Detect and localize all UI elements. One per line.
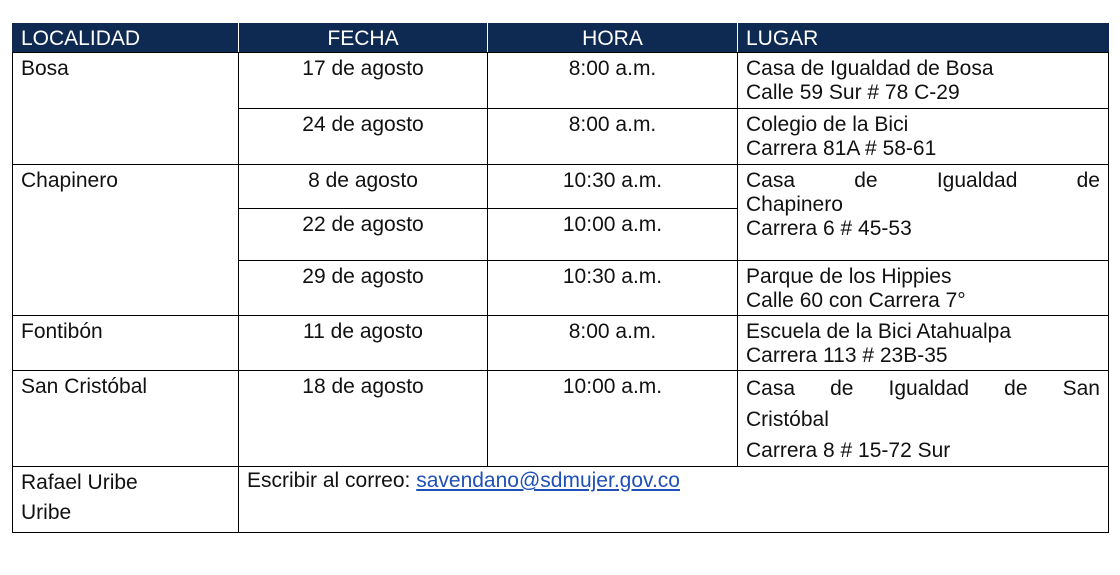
table-row	[13, 371, 1109, 467]
fecha-text: 17 de agosto	[302, 57, 424, 80]
localidad-cell	[13, 316, 239, 371]
header-row	[13, 23, 1109, 53]
localidad-rafael-line1: Rafael Uribe	[21, 471, 138, 494]
lugar-cell	[738, 316, 1109, 371]
contact-note: Escribir al correo:	[247, 469, 417, 492]
lugar-address: Carrera 8 # 15-72 Sur	[746, 439, 951, 462]
localidad-fontibon: Fontibón	[21, 320, 103, 343]
fecha-cell	[239, 316, 488, 371]
fecha-text: 24 de agosto	[302, 113, 424, 136]
table-row	[13, 165, 1109, 209]
lugar-line-text: Casa de Igualdad de	[746, 169, 1100, 192]
lugar-cell	[738, 109, 1109, 165]
localidad-cell	[13, 467, 239, 533]
localidad-chapinero: Chapinero	[21, 169, 118, 192]
email-link[interactable]: savendano@sdmujer.gov.co	[416, 469, 680, 492]
fecha-cell	[239, 165, 488, 209]
localidad-cell	[13, 53, 239, 165]
fecha-text: 8 de agosto	[308, 169, 418, 192]
localidad-san-cristobal: San Cristóbal	[21, 375, 148, 398]
header-fecha: FECHA	[239, 23, 488, 53]
hora-text: 8:00 a.m.	[568, 113, 657, 136]
hora-cell	[488, 316, 738, 371]
contact-cell	[239, 467, 1109, 533]
lugar-line	[746, 169, 1100, 193]
lugar-line-text: Casa de Igualdad de San	[746, 377, 1100, 400]
table-row	[13, 467, 1109, 533]
table-row	[13, 53, 1109, 109]
lugar-address: Calle 59 Sur # 78 C-29	[746, 81, 960, 104]
fecha-cell	[239, 261, 488, 316]
fecha-text: 22 de agosto	[302, 213, 424, 236]
hora-text: 8:00 a.m.	[568, 57, 657, 80]
lugar-line: Cristóbal	[746, 408, 829, 431]
hora-cell	[488, 261, 738, 316]
hora-text: 10:30 a.m.	[562, 169, 663, 192]
fecha-text: 11 de agosto	[303, 320, 423, 343]
fecha-text: 29 de agosto	[302, 265, 424, 288]
header-lugar: LUGAR	[738, 23, 1109, 53]
lugar-address: Carrera 6 # 45-53	[746, 217, 912, 240]
fecha-text: 18 de agosto	[302, 375, 424, 398]
fecha-cell	[239, 209, 488, 261]
table-row	[13, 316, 1109, 371]
lugar-line: Escuela de la Bici Atahualpa	[746, 320, 1012, 343]
lugar-address: Carrera 113 # 23B-35	[746, 344, 948, 367]
hora-text: 10:30 a.m.	[562, 265, 663, 288]
lugar-cell	[738, 53, 1109, 109]
hora-text: 10:00 a.m.	[562, 375, 663, 398]
hora-cell	[488, 53, 738, 109]
fecha-cell	[239, 109, 488, 165]
localidad-rafael-line2: Uribe	[21, 501, 72, 524]
localidad-cell	[13, 165, 239, 316]
header-hora: HORA	[488, 23, 738, 53]
lugar-line	[746, 373, 1100, 404]
lugar-cell	[738, 261, 1109, 316]
hora-cell	[488, 209, 738, 261]
hora-text: 10:00 a.m.	[562, 213, 663, 236]
lugar-line: Chapinero	[746, 193, 843, 216]
schedule-table	[12, 23, 1109, 533]
localidad-bosa: Bosa	[21, 57, 69, 80]
fecha-cell	[239, 53, 488, 109]
hora-cell	[488, 165, 738, 209]
lugar-address: Carrera 81A # 58-61	[746, 137, 937, 160]
header-localidad: LOCALIDAD	[13, 23, 239, 53]
lugar-line: Parque de los Hippies	[746, 265, 952, 288]
hora-cell	[488, 371, 738, 467]
lugar-cell	[738, 165, 1109, 261]
lugar-line: Casa de Igualdad de Bosa	[746, 57, 994, 80]
localidad-cell	[13, 371, 239, 467]
hora-cell	[488, 109, 738, 165]
lugar-line: Colegio de la Bici	[746, 113, 909, 136]
lugar-address: Calle 60 con Carrera 7°	[746, 289, 966, 312]
fecha-cell	[239, 371, 488, 467]
lugar-cell	[738, 371, 1109, 467]
hora-text: 8:00 a.m.	[568, 320, 657, 343]
